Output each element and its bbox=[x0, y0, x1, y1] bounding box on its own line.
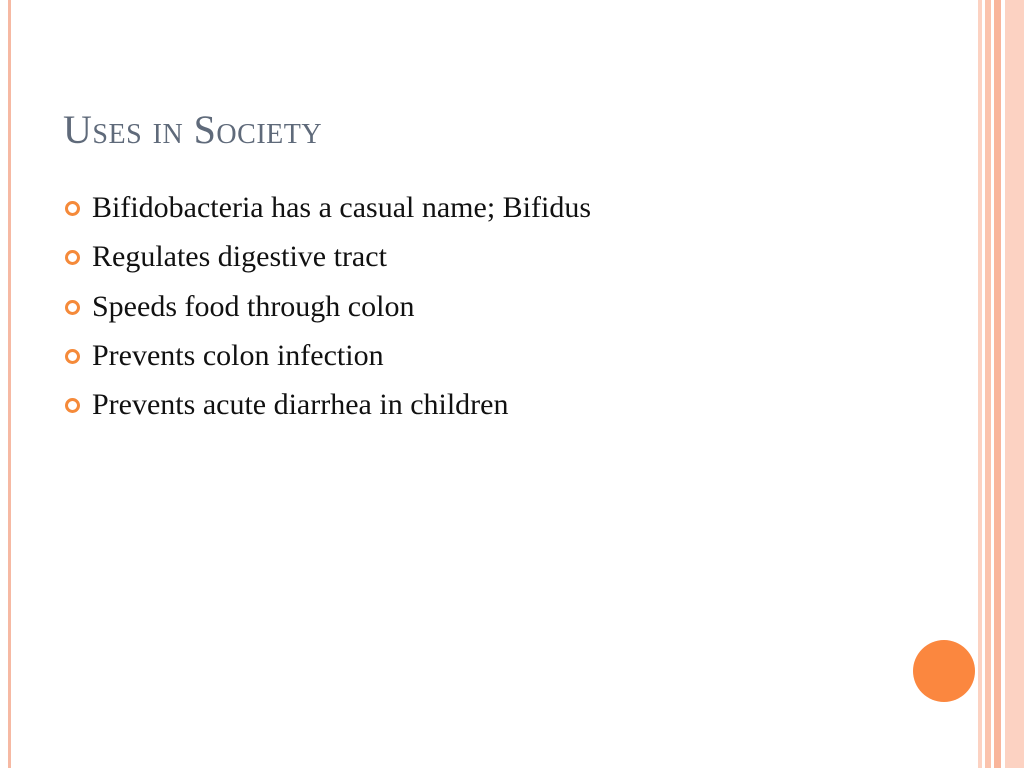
bullet-item bbox=[64, 186, 591, 235]
bullet-item bbox=[64, 235, 591, 284]
bullet-item bbox=[64, 285, 591, 334]
bullet-ring-icon bbox=[65, 349, 80, 364]
right-stripe bbox=[994, 0, 1001, 768]
bullet-ring-icon bbox=[65, 201, 80, 216]
bullet-ring-icon bbox=[65, 398, 80, 413]
decorative-orange-circle bbox=[913, 640, 975, 702]
slide-title: Uses in Society bbox=[63, 107, 323, 152]
bullet-text: Prevents colon infection bbox=[92, 338, 384, 372]
bullet-text: Speeds food through colon bbox=[92, 289, 415, 323]
left-accent-line bbox=[8, 0, 11, 768]
bullet-item bbox=[64, 334, 591, 383]
bullet-ring-icon bbox=[65, 300, 80, 315]
bullet-text: Regulates digestive tract bbox=[92, 240, 387, 274]
bullet-list bbox=[64, 186, 591, 432]
bullet-text: Prevents acute diarrhea in children bbox=[92, 388, 509, 422]
bullet-ring-icon bbox=[65, 250, 80, 265]
right-stripe bbox=[1005, 0, 1024, 768]
bullet-text: Bifidobacteria has a casual name; Bifidus bbox=[92, 191, 591, 224]
bullet-item bbox=[64, 383, 591, 432]
